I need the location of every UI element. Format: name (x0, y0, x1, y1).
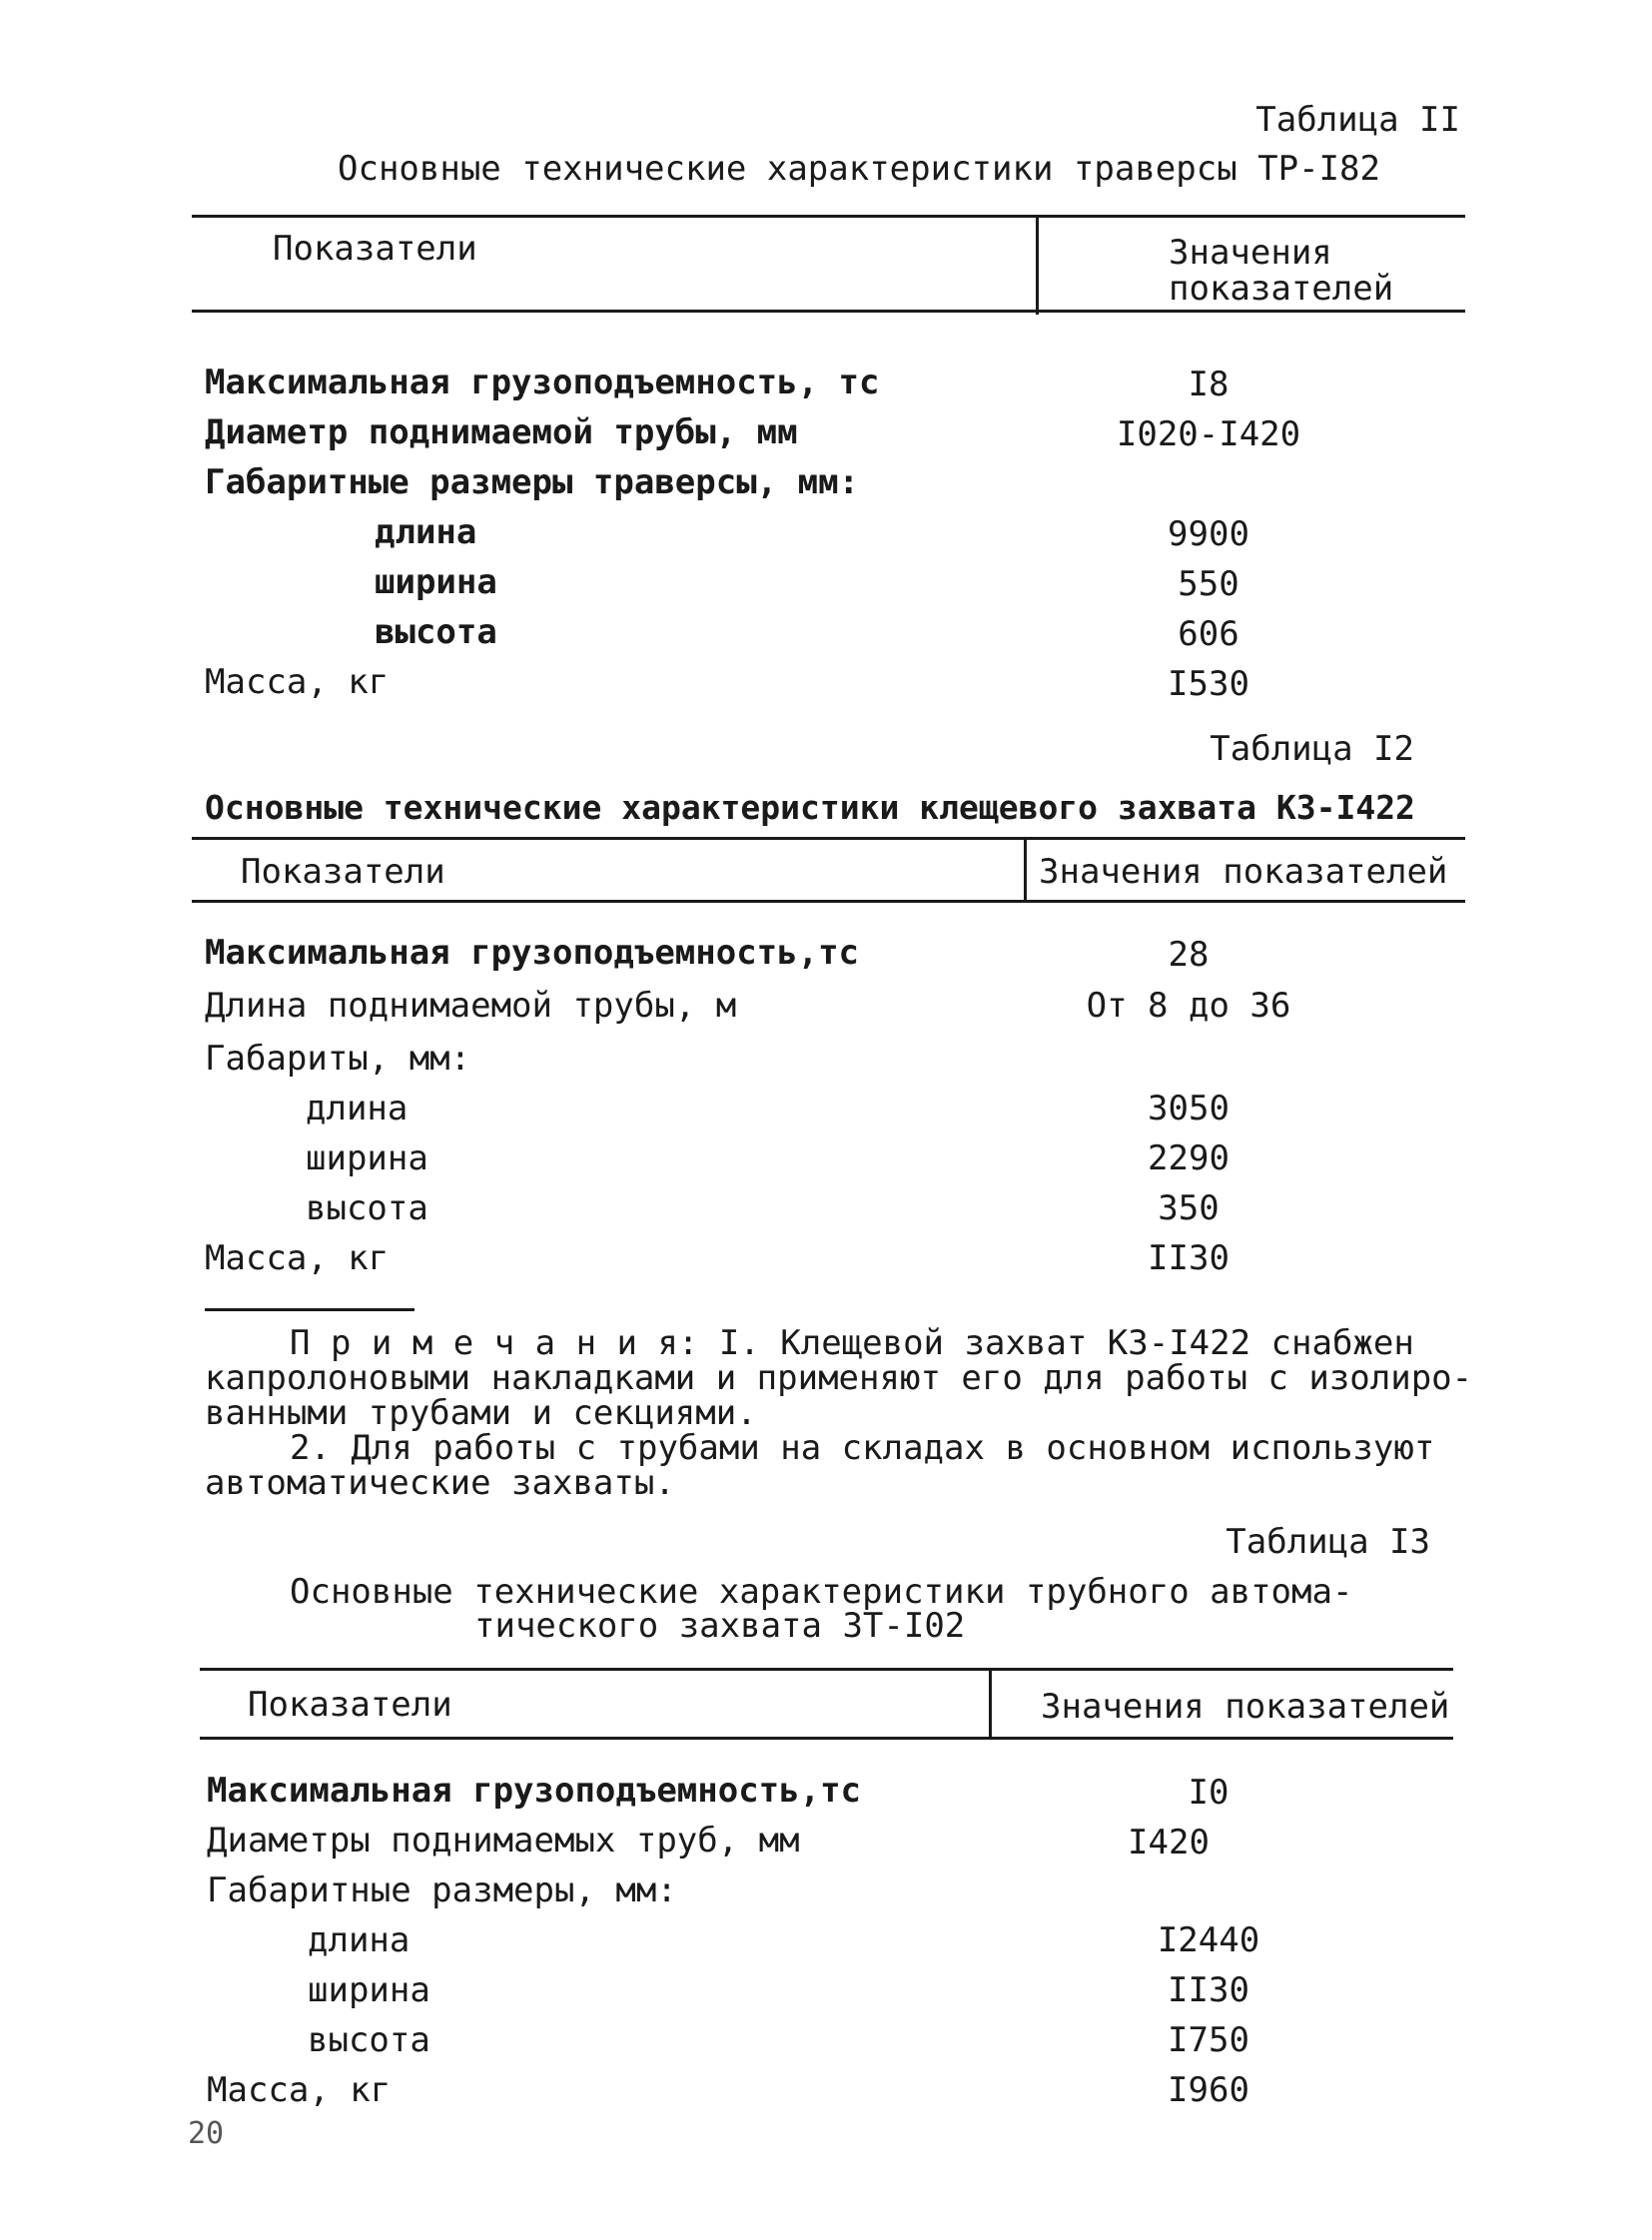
table-13-row-label: длина (308, 1920, 411, 1960)
table-12-row-value: 2290 (1148, 1138, 1230, 1178)
table-13-row-label: высота (308, 2020, 430, 2060)
table-13-row-value: I750 (1168, 2020, 1249, 2060)
table-12-row-label: ширина (306, 1138, 428, 1178)
table-11-row-value: 606 (1178, 614, 1239, 654)
table-13-header-values: Значения показателей (1041, 1687, 1450, 1727)
notes-line-2: капролоновыми накладками и применяют его для работы с изолиро- (205, 1358, 1473, 1398)
table-12-number: Таблица I2 (1210, 729, 1414, 769)
table-11-header-values-1: Значения (1169, 233, 1332, 273)
table-12-row-value: 28 (1168, 935, 1210, 975)
table-11-row-label: Максимальная грузоподъемность, тс (205, 363, 880, 402)
table-12-row-label: длина (306, 1089, 409, 1128)
table-13-row-value: I0 (1188, 1773, 1230, 1813)
table-12-row-value: От 8 до 36 (1086, 986, 1291, 1026)
table-13-column-divider (989, 1668, 992, 1740)
table-11-row-value: I020-I420 (1116, 414, 1301, 454)
table-11-row-label: Диаметр поднимаемой трубы, мм (205, 412, 798, 452)
table-13-header-indicators: Показатели (248, 1685, 452, 1725)
table-11-row-value: I530 (1168, 664, 1249, 704)
table-13-top-rule (200, 1668, 1453, 1671)
notes-separator (205, 1308, 414, 1311)
table-12-row-label: Длина поднимаемой трубы, м (205, 986, 737, 1026)
table-11-row-label: длина (375, 512, 477, 552)
table-11-row-value: I8 (1188, 365, 1230, 404)
table-12-row-value: 350 (1158, 1188, 1220, 1228)
table-12-title: Основные технические характеристики клещевого захвата КЗ-I422 (205, 788, 1415, 827)
table-12-row-label: высота (306, 1188, 428, 1228)
notes-line-4: 2. Для работы с трубами на складах в основном используют (290, 1428, 1435, 1468)
notes-line-5: автоматические захваты. (205, 1463, 675, 1503)
table-11-header-values-2: показателей (1169, 269, 1394, 309)
table-11-row-label: высота (375, 612, 497, 652)
table-11-row-label: ширина (375, 562, 497, 602)
table-12-header-rule (192, 900, 1465, 903)
page-number: 20 (188, 2116, 225, 2151)
table-11-header-indicators: Показатели (273, 229, 477, 269)
table-12-top-rule (192, 837, 1465, 840)
table-11-row-label: Габаритные размеры траверсы, мм: (205, 462, 860, 502)
table-11-row-value: 9900 (1168, 514, 1249, 554)
table-11-top-rule (192, 215, 1465, 218)
table-13-number: Таблица I3 (1226, 1522, 1430, 1562)
table-13-row-label: Диаметры поднимаемых труб, мм (207, 1821, 800, 1861)
table-13-row-value: I420 (1128, 1823, 1210, 1863)
notes-line-1: П р и м е ч а н и я: I. Клещевой захват КЗ-I422 снабжен (290, 1323, 1414, 1363)
table-13-title-line-2: тического захвата ЗТ-I02 (474, 1606, 966, 1646)
table-13-row-value: I2440 (1157, 1920, 1260, 1960)
table-13-title-line-1: Основные технические характеристики трубного автома- (290, 1572, 1353, 1612)
table-12-header-values: Значения показателей (1039, 852, 1448, 892)
table-13-row-label: Максимальная грузоподъемность,тс (207, 1771, 862, 1811)
table-13-row-value: I960 (1168, 2070, 1249, 2110)
table-13-row-label: Масса, кг (207, 2070, 392, 2110)
table-11-column-divider (1036, 215, 1039, 315)
table-11-number: Таблица II (1255, 100, 1460, 140)
table-13-header-rule (200, 1737, 1453, 1740)
table-12-header-indicators: Показатели (241, 852, 445, 892)
table-11-header-rule (192, 310, 1465, 313)
table-11-row-label: Масса, кг (205, 662, 390, 702)
table-12-row-value: 3050 (1148, 1089, 1230, 1128)
table-12-row-label: Масса, кг (205, 1238, 390, 1278)
table-13-row-label: Габаритные размеры, мм: (207, 1870, 677, 1910)
table-12-row-label: Габариты, мм: (205, 1039, 471, 1079)
notes-line-3: ванными трубами и секциями. (205, 1393, 757, 1433)
table-12-row-label: Максимальная грузоподъемность,тс (205, 933, 860, 973)
table-13-row-value: II30 (1168, 1970, 1249, 2010)
table-11-title: Основные технические характеристики траверсы ТР-I82 (338, 149, 1380, 189)
table-12-column-divider (1024, 837, 1027, 903)
table-11-row-value: 550 (1178, 564, 1239, 604)
table-13-row-label: ширина (308, 1970, 430, 2010)
table-12-row-value: II30 (1148, 1238, 1230, 1278)
